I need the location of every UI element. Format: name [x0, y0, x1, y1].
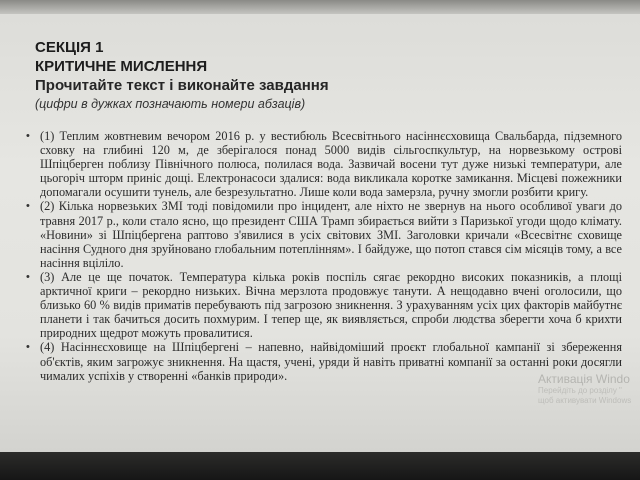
task-instruction: Прочитайте текст і виконайте завдання: [35, 77, 329, 94]
paragraph-number-note: (цифри в дужках позначають номери абзаців): [35, 97, 306, 111]
section-topic: КРИТИЧНЕ МИСЛЕННЯ: [35, 58, 208, 75]
paragraph-text: (2) Кілька норвезьких ЗМІ тоді повідомили про інцидент, але ніхто не звернув на нього особливої уваги до травня 2017 р., коли стало ясно, що президент США Трамп збирається вийти з Паризької угоди щодо клімату. «Новини» зі Шпіцбергена раптово з'явилися в усіх світових ЗМІ. Заголовки кричали «Всесвітнє сховище насіння Судного дня зруйновано глобальним потеплінням». І байдуже, що потоп стався сім місяців тому, а все насіння вціліло.: [40, 199, 622, 270]
paragraph-4: [26, 340, 622, 382]
paragraph-1: [26, 129, 622, 199]
screen-top-edge: [0, 0, 640, 14]
paragraph-text: (1) Теплим жовтневим вечором 2016 р. у вестибюль Всесвітнього насіннєсховища Свальбарда, підземного сховку на глибині 120 м, де зберігалося понад 5000 видів сільгоспкультур, на норвезькому острові Шпіцберген поблизу Північного полюса, полилася вода. Зазвичай восени тут дуже низькі температури, але цьогоріч шторм приніс дощі. Електронасоси здалися: вода викликала коротке замикання. Місцеві пожежники допомагали осушити тунель, але безрезультатно. Лише коли вода замерзла, ручну змогли розбити кригу.: [40, 129, 622, 200]
watermark-line-2: щоб активувати Windows: [538, 396, 632, 405]
reading-text: [26, 129, 622, 383]
paragraph-3: [26, 270, 622, 340]
slide-header: [35, 38, 615, 113]
monitor-bezel: [0, 452, 640, 480]
bullet-icon: •: [26, 200, 30, 213]
watermark-line-1: Перейдіть до розділу ": [538, 386, 622, 395]
bullet-icon: •: [26, 130, 30, 142]
paragraph-text: (3) Але це ще початок. Температура кілька років поспіль сягає рекордно високих показників, а площі арктичної криги – рекордно низьких. Вічна мерзлота продовжує танути. А нещодавно вчені оголосили, що близько 60 % видів приматів перебувають під загрозою зникнення. З урахуванням усіх цих факторів майбутнє планети і так бачиться досить похмурим. І тепер ще, як виявляється, спроби людства зберегти хоча б крихти природних щедрот можуть провалитися.: [40, 269, 622, 341]
paragraph-2: [26, 199, 622, 269]
section-number: СЕКЦІЯ 1: [35, 39, 104, 56]
bullet-icon: •: [26, 341, 30, 354]
bullet-icon: •: [26, 270, 30, 283]
watermark-title: Активація Windo: [538, 372, 630, 386]
paragraph-text: (4) Насіннєсховище на Шпіцбергені – напевно, найвідоміший проєкт глобальної кампанії зі збереження об'єктів, яким загрожує зникнення. На щастя, учені, уряди й навіть приватні компанії за останні роки досягли чималих успіхів у створенні «банків природи».: [40, 340, 622, 383]
